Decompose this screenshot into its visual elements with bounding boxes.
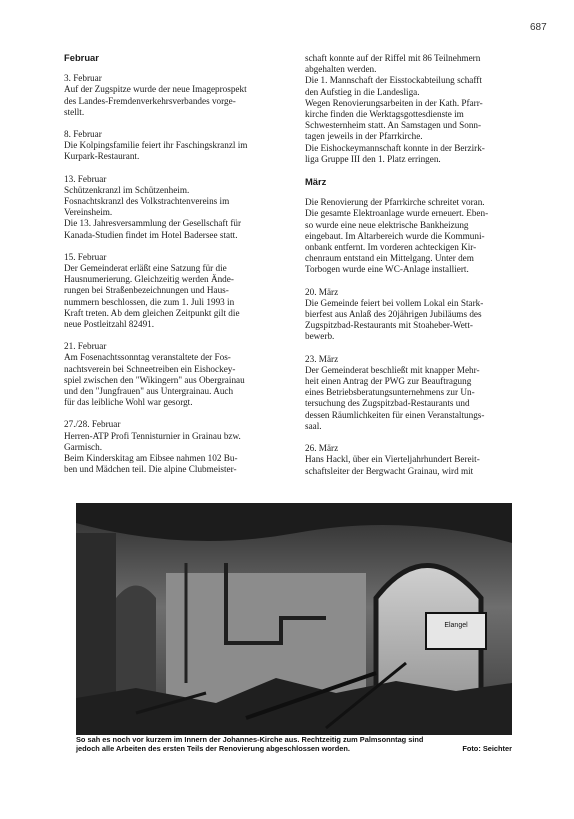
entry-line: Hans Hackl, über ein Vierteljahrhundert Bereit- — [305, 454, 480, 465]
entry-line: Torbogen wurde eine WC-Anlage installiert. — [305, 264, 469, 275]
entry-line: Kanada-Studien findet im Hotel Badersee statt. — [64, 229, 238, 240]
entry-line: Die 1. Mannschaft der Eisstockabteilung schafft — [305, 75, 482, 86]
entry-line: nachtsverein bei Schneetreiben ein Eishockey- — [64, 363, 236, 374]
entry-line: Kurpark-Restaurant. — [64, 151, 140, 162]
entry-line: Zugspitzbad-Restaurants mit Stoaheber-Wett- — [305, 320, 473, 331]
entry-21-februar — [64, 341, 288, 408]
entry-line: des Landes-Fremdenverkehrsverbandes vorge- — [64, 95, 236, 106]
entry-line: Die Renovierung der Pfarrkirche schreitet voran. — [305, 197, 485, 208]
entry-date: 8. Februar — [64, 129, 102, 140]
photo-illustration — [76, 503, 512, 735]
entry-line: tagen jeweils in der Pfarrkirche. — [305, 131, 423, 142]
entry-line: chenraum entstand ein Mittelgang. Unter dem — [305, 253, 474, 264]
entry-line: Beim Kinderskitag am Eibsee nahmen 102 Bu- — [64, 453, 238, 464]
caption-line-1: So sah es noch vor kurzem im Innern der Johannes-Kirche aus. Rechtzeitig zum Palmsonntag sind — [76, 735, 424, 744]
entry-line: Fosnachtskranzl des Volkstrachtenvereins im — [64, 196, 230, 207]
entry-line: eines Betriebsberatungsunternehmens zur Un- — [305, 387, 475, 398]
entry-date: 26. März — [305, 443, 339, 454]
entry-8-februar — [64, 129, 288, 163]
entry-line: bierfest aus Anlaß des 20jährigen Jubiläums des — [305, 309, 482, 320]
entry-line: liga Gruppe III den 1. Platz erringen. — [305, 153, 441, 164]
caption-line-2: jedoch alle Arbeiten des ersten Teils der Renovierung abgeschlossen worden. — [76, 744, 350, 754]
entry-date: 27./28. Februar — [64, 419, 121, 430]
page-number: 687 — [530, 22, 547, 33]
entry-26-maerz — [305, 443, 529, 477]
entry-line: schaft konnte auf der Riffel mit 86 Teilnehmern — [305, 53, 481, 63]
entry-13-februar — [64, 174, 288, 241]
section-heading-februar: Februar — [64, 52, 99, 63]
right-column — [305, 53, 529, 488]
entry-line: nummern beschlossen, die zum 1. Juli 1993 in — [64, 296, 235, 307]
entry-line: für das leibliche Wohl war gesorgt. — [64, 397, 193, 408]
equipment-sign: Elangel — [444, 622, 468, 629]
entry-line: Der Gemeinderat beschließt mit knapper Mehr- — [305, 364, 480, 375]
entry-line: kirche finden die Werktagsgottesdienste im — [305, 109, 464, 120]
equipment-box — [426, 613, 486, 649]
entry-line: Hausnumerierung. Gleichzeitig werden Ände- — [64, 274, 234, 285]
entry-line: den Aufstieg in die Landesliga. — [305, 86, 420, 97]
entry-line: Die Kolpingsfamilie feiert ihr Faschingskranzl im — [64, 140, 248, 151]
entry-line: ben und Mädchen teil. Die alpine Clubmeister- — [64, 464, 237, 475]
entry-line: eingebaut. Im Altarbereich wurde die Kommuni- — [305, 230, 485, 241]
entry-line: Wegen Renovierungsarbeiten in der Kath. Pfarr- — [305, 97, 483, 108]
entry-date: 13. Februar — [64, 173, 107, 184]
entry-line: und den "Jungfrauen" aus Untergrainau. Auch — [64, 386, 234, 397]
photo-caption — [76, 735, 512, 754]
entry-line: Die gesamte Elektroanlage wurde erneuert. Eben- — [305, 208, 489, 219]
church-interior-photo — [76, 503, 512, 735]
entry-line: heit einen Antrag der PWG zur Beauftragung — [305, 376, 472, 387]
entry-line: tersuchung des Zugspitzbad-Restaurants und — [305, 398, 470, 409]
entry-line: saal. — [305, 420, 322, 431]
entry-date: 3. Februar — [64, 73, 102, 84]
maerz-intro-paragraph — [305, 197, 529, 275]
entry-line: Schützenkranzl im Schützenheim. — [64, 184, 190, 195]
entry-line: rungen bei Straßenbezeichnungen und Haus- — [64, 285, 229, 296]
entry-line: dessen Räumlichkeiten für einen Veranstaltungs- — [305, 409, 485, 420]
entry-line: Herren-ATP Profi Tennisturnier in Grainau bzw. — [64, 430, 241, 441]
entry-line: schaftsleiter der Bergwacht Grainau, wird mit — [305, 465, 474, 476]
entry-27-28-februar — [64, 419, 288, 475]
entry-date: 15. Februar — [64, 251, 107, 262]
section-heading-maerz: März — [305, 176, 327, 188]
entry-line: Am Fosenachtssonntag veranstaltete der Fos- — [64, 352, 231, 363]
continuation-paragraph — [305, 53, 529, 165]
entry-line: so wurde eine neue elektrische Bankheizung — [305, 219, 469, 230]
left-column — [64, 52, 288, 487]
entry-line: Die Gemeinde feiert bei vollem Lokal ein Stark- — [305, 297, 484, 308]
entry-line: Der Gemeinderat erläßt eine Satzung für die — [64, 263, 227, 274]
entry-20-maerz — [305, 287, 529, 343]
entry-line: neue Postleitzahl 82491. — [64, 319, 155, 330]
entry-line: Kraft treten. Ab dem gleichen Zeitpunkt gilt die — [64, 307, 240, 318]
entry-date: 23. März — [305, 353, 339, 364]
entry-line: bewerb. — [305, 331, 335, 342]
entry-date: 20. März — [305, 286, 339, 297]
entry-line: Die 13. Jahresversammlung der Gesellschaft für — [64, 218, 242, 229]
entry-line: Die Eishockeymannschaft konnte in der Berzirk- — [305, 142, 485, 153]
entry-date: 21. Februar — [64, 341, 107, 352]
entry-line: Garmisch. — [64, 441, 103, 452]
entry-line: spiel zwischen den "Wikingern" aus Obergrainau — [64, 374, 245, 385]
entry-line: stellt. — [64, 106, 85, 117]
entry-15-februar — [64, 252, 288, 330]
entry-line: Schwesternheim statt. An Samstagen und Sonn- — [305, 120, 482, 131]
entry-line: onbank entfernt. Im vorderen achteckigen Kir- — [305, 242, 477, 253]
entry-3-februar — [64, 73, 288, 118]
photo-credit: Foto: Seichter — [462, 744, 512, 754]
entry-line: abgehalten werden. — [305, 64, 377, 75]
entry-line: Auf der Zugspitze wurde der neue Imageprospekt — [64, 84, 247, 95]
entry-23-maerz — [305, 354, 529, 432]
entry-line: Vereinsheim. — [64, 207, 113, 218]
